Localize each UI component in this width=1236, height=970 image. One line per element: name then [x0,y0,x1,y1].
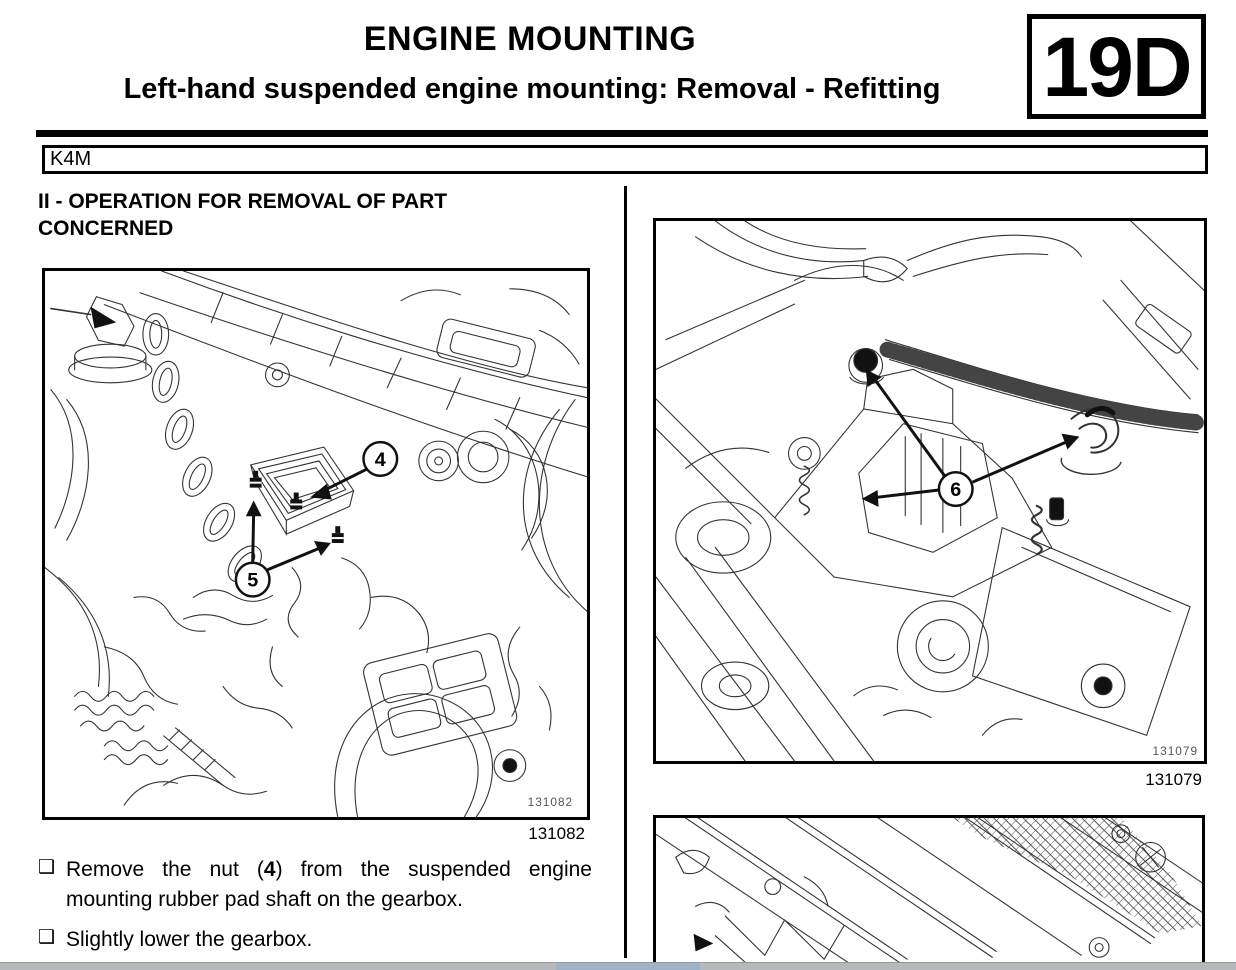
column-divider [624,186,627,958]
step-text: Remove the nut (4) from the suspended engine mounting rubber pad shaft on the gearbox. [66,858,592,911]
instruction-step-lower-gearbox [38,925,594,955]
bolt-icons [250,471,344,543]
engine-code-bar [42,145,1208,174]
window-edge-accent [556,963,700,970]
callout-4-number: 4 [374,448,386,471]
chapter-code-box [1027,14,1206,119]
chapter-code: 19D [1042,19,1191,114]
figure-watermark: 131079 [1152,744,1199,759]
figure-subframe-bolts [653,218,1207,764]
figure-partial-bottom [653,815,1205,970]
step-bullet-icon: ❑ [38,857,56,878]
figure-number-131082: 131082 [528,824,585,843]
subframe-line-art [656,221,1204,761]
figure-number-131079: 131079 [1145,770,1202,789]
figure-engine-mounting-gearbox [42,268,590,820]
window-edge-bar [0,962,1236,970]
instruction-step-remove-nut [38,855,594,915]
step-bullet-icon: ❑ [38,927,56,948]
figure-watermark: 131082 [527,795,574,810]
section-heading: II - OPERATION FOR REMOVAL OF PART CONCERNED [38,190,448,240]
header-rule [36,130,1208,137]
strut-line-art [656,818,1202,970]
part-ref-4: 4 [263,858,276,881]
step-text: Slightly lower the gearbox. [66,928,313,951]
callout-6-number: 6 [950,478,962,501]
page-title: ENGINE MOUNTING [363,20,697,58]
callout-5-number: 5 [247,569,259,592]
engine-bay-line-art [45,271,587,817]
engine-code: K4M [50,148,92,170]
page-subtitle: Left-hand suspended engine mounting: Removal - Refitting [123,73,941,105]
pointer-arrowhead [90,307,116,329]
